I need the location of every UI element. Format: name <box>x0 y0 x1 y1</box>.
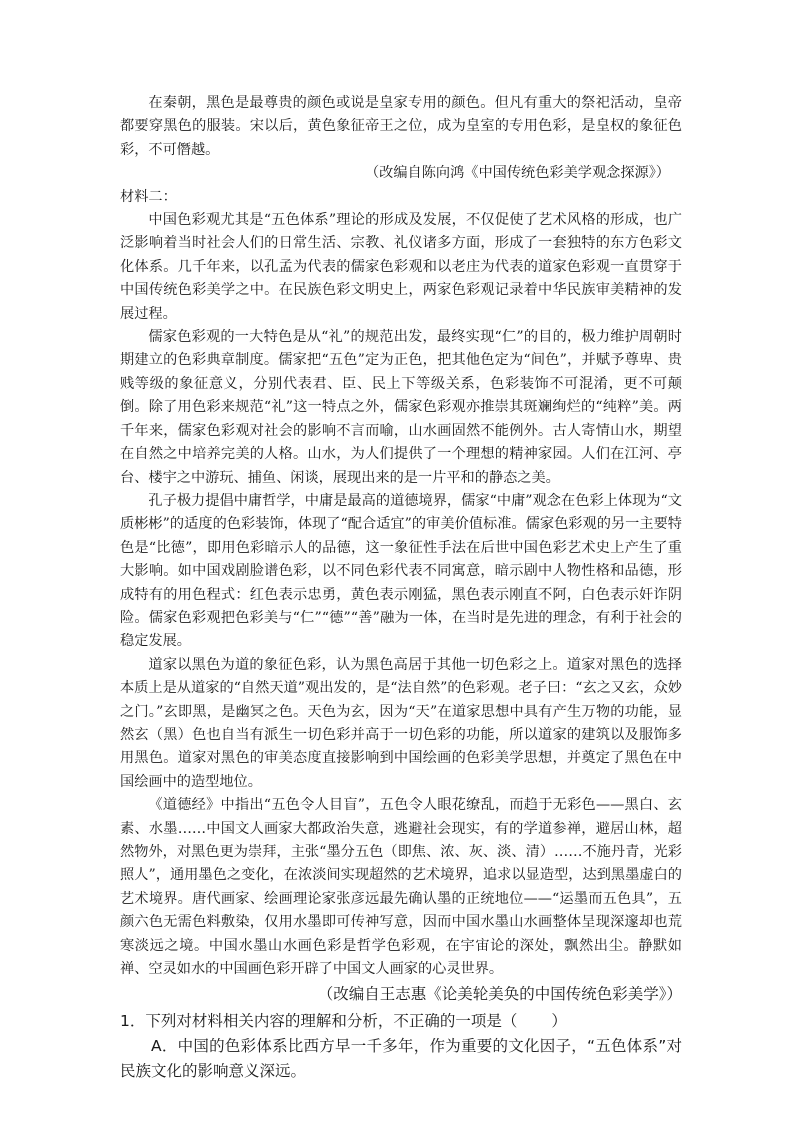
question-text: 下列对材料相关内容的理解和分析，不正确的一项是（ <box>145 1011 518 1030</box>
paragraph-5: 《道德经》中指出“五色令人目盲”，五色令人眼花缭乱，而趋于无彩色——黑白、玄素、水墨……中国文人画家大都政治失意，逃避社会现实，有的学道参禅，避居山林，超然物外，对黑色更为崇拜，主张“墨分五色（即焦、浓、灰、淡、清）……不施丹青，光彩照人”，通用墨色之变化，在浓淡间实现超然的艺术境界，追求以显造型，达到黑墨虚白的艺术境界。唐代画家、绘画理论家张彦远最先确认墨的正统地位——“运墨而五色具”，五颜六色无需色料敷染，仅用水墨即可传神写意，因而中国水墨山水画整体呈现深邃却也荒寒淡远之境。中国水墨山水画色彩是哲学色彩观，在宇宙论的深处，飘然出尘。静默如禅、空灵如水的中国画色彩开辟了中国文人画家的心灵世界。 <box>120 797 682 978</box>
question-close-paren: ） <box>551 1011 567 1030</box>
paragraph-1: 中国色彩观尤其是“五色体系”理论的形成及发展，不仅促使了艺术风格的形成，也广泛影响着当时社会人们的日常生活、宗教、礼仪诸多方面，形成了一套独特的东方色彩文化体系。几千年来，以孔孟为代表的儒家色彩观和以老庄为代表的道家色彩观一直贯穿于中国传统色彩美学之中。在民族色彩文明史上，两家色彩观记录着中华民族审美精神的发展过程。 <box>120 212 682 322</box>
option-a: A．中国的色彩体系比西方早一千多年，作为重要的文化因子，“五色体系”对民族文化的影响意义深远。 <box>120 1036 682 1080</box>
source-citation-2: （改编自王志惠《论美轮美奂的中国传统色彩美学》） <box>317 985 682 1004</box>
document-body <box>120 92 682 1084</box>
paragraph-3: 孔子极力提倡中庸哲学，中庸是最高的道德境界，儒家“中庸”观念在色彩上体现为“文质彬彬”的适度的色彩装饰，体现了“配合适宜”的审美价值标准。儒家色彩观的另一主要特色是“比德”，即用色彩暗示人的品德，这一象征性手法在后世中国色彩艺术史上产生了重大影响。如中国戏剧脸谱色彩，以不同色彩代表不同寓意，暗示剧中人物性格和品德，形成特有的用色程式：红色表示忠勇，黄色表示刚猛，黑色表示刚直不阿，白色表示奸诈阴险。儒家色彩观把色彩美与“仁”“德”“善”融为一体，在当时是先进的理念，有利于社会的稳定发展。 <box>120 492 682 650</box>
material-2-label: 材料二： <box>120 188 177 205</box>
paragraph-2: 儒家色彩观的一大特色是从“礼”的规范出发，最终实现“仁”的目的，极力维护周朝时期建立的色彩典章制度。儒家把“五色”定为正色，把其他色定为“间色”，并赋予尊卑、贵贱等级的象征意义，分别代表君、臣、民上下等级关系，色彩装饰不可混淆，更不可颠倒。除了用色彩来规范“礼”这一特点之外，儒家色彩观亦推崇其斑斓绚烂的“纯粹”美。两千年来，儒家色彩观对社会的影响不言而喻，山水画固然不能例外。古人寄情山水，期望在自然之中培养完美的人格。山水，为人们提供了一个理想的精神家园。人们在江河、亭台、楼宇之中游玩、捕鱼、闲谈，展现出来的是一片平和的静态之美。 <box>120 329 682 486</box>
paragraph-4: 道家以黑色为道的象征色彩，认为黑色高居于其他一切色彩之上。道家对黑色的选择本质上是从道家的“自然天道”观出发的，是“法自然”的色彩观。老子曰：“玄之又玄，众妙之门。”玄即黑，是幽冥之色。天色为玄，因为“天”在道家思想中具有产生万物的功能，显然玄（黑）色也自当有派生一切色彩并高于一切色彩的功能，所以道家的建筑以及服饰多用黑色。道家对黑色的审美态度直接影响到中国绘画的色彩美学思想，并奠定了黑色在中国绘画中的造型地位。 <box>120 656 682 790</box>
paragraph-intro: 在秦朝，黑色是最尊贵的颜色或说是皇家专用的颜色。但凡有重大的祭祀活动，皇帝都要穿黑色的服装。宋以后，黄色象征帝王之位，成为皇室的专用色彩，是皇权的象征色彩，不可僭越。 <box>120 95 682 158</box>
source-citation-1: （改编自陈向鸿《中国传统色彩美学观念探源》） <box>364 165 670 182</box>
question-1 <box>120 1009 682 1034</box>
question-number: 1． <box>120 1011 146 1030</box>
